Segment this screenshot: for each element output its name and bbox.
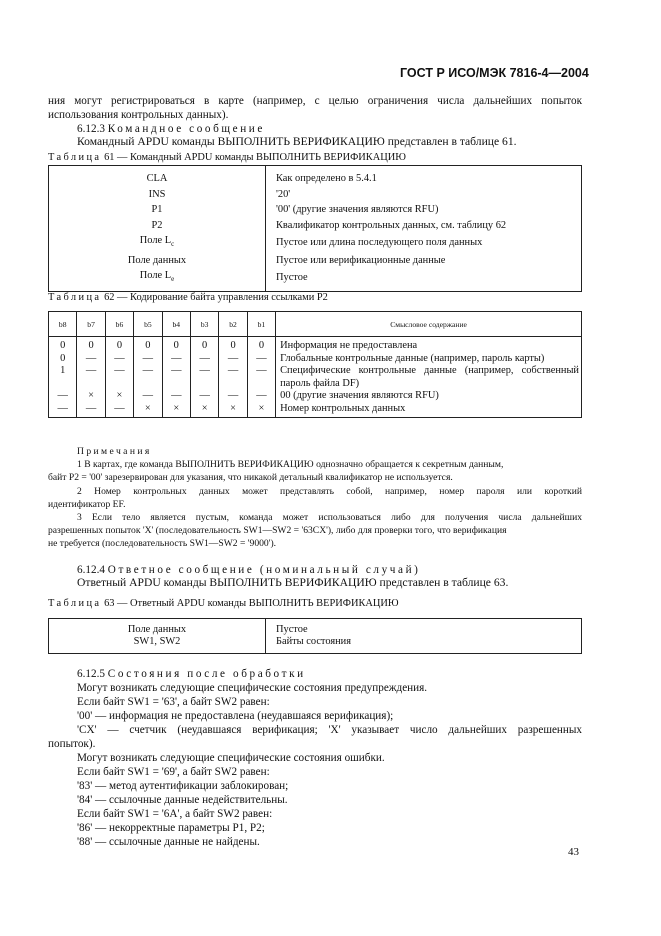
meaning-cell: Глобальные контрольные данные (например, пароль карты) — [280, 352, 545, 364]
bit-cell: 0 — [162, 337, 190, 353]
intro-line-2: использования контрольных данных). — [48, 109, 229, 121]
header-b6: b6 — [105, 312, 133, 337]
field-cell: P2 — [49, 218, 266, 234]
note-3-line-2: разрешенных попыток 'X' (последовательность SW1—SW2 = '63CX'), либо для проверки того, что верификация — [48, 525, 507, 536]
caption-label: Таблица — [48, 152, 102, 163]
bit-cell: 0 — [105, 337, 133, 353]
field-subscript: c — [171, 240, 175, 249]
bit-cell: — — [162, 353, 190, 366]
intro-line-1: ния могут регистрироваться в карте (например, с целью ограничения числа дальнейших попыток — [48, 95, 582, 107]
field-text: Поле L — [139, 270, 172, 282]
bit-cell: — — [77, 353, 105, 366]
meaning-cell: 00 (другие значения являются RFU) — [280, 390, 439, 401]
status-line: Если байт SW1 = '6A', а байт SW2 равен: — [77, 808, 273, 820]
field-cell: INS — [49, 187, 266, 203]
table-62-caption — [48, 292, 328, 303]
bit-cell: — — [219, 353, 247, 366]
table-row — [49, 187, 582, 203]
table-row — [49, 390, 582, 403]
document-header: ГОСТ Р ИСО/МЭК 7816-4—2004 — [400, 66, 589, 80]
table-row — [49, 202, 582, 218]
header-b1: b1 — [247, 312, 275, 337]
table-row — [49, 403, 582, 418]
section-6-12-4-heading — [77, 563, 420, 577]
meaning-cell: Информация не предоставлена — [280, 340, 418, 351]
status-line: '88' — ссылочные данные не найдены. — [77, 836, 260, 848]
note-3-line-3: не требуется (последовательность SW1—SW2 = '9000'). — [48, 538, 277, 549]
bit-cell: — — [219, 390, 247, 403]
section-title: Состояния после обработки — [107, 668, 306, 680]
status-line: '86' — некорректные параметры P1, P2; — [77, 822, 265, 834]
value-cell — [266, 619, 582, 654]
note-3-line-1: 3 Если тело является пустым, команда может использоваться либо для получения числа дальнейших — [77, 512, 582, 523]
section-title: Ответное сообщение (номинальный случай) — [107, 564, 421, 576]
bit-cell: — — [77, 365, 105, 390]
status-line: 'CX' — счетчик (неудавшаяся верификация; 'X' указывает число дальнейших разрешенных — [77, 724, 582, 736]
bit-cell: — — [105, 365, 133, 390]
value-cell: Пустое или верификационные данные — [276, 254, 446, 266]
bit-cell: 0 — [77, 337, 105, 353]
table-row — [49, 268, 582, 291]
bit-cell: — — [190, 390, 218, 403]
page-number: 43 — [568, 846, 579, 858]
bit-cell: × — [162, 403, 190, 418]
header-b4: b4 — [162, 312, 190, 337]
field-subscript: e — [171, 275, 175, 284]
bit-cell: × — [134, 403, 162, 418]
notes-heading: Примечания — [77, 446, 152, 457]
header-b7: b7 — [77, 312, 105, 337]
header-b8: b8 — [49, 312, 77, 337]
table-row — [49, 233, 582, 253]
field-cell — [49, 233, 266, 253]
status-line: Могут возникать следующие специфические состояния предупреждения. — [77, 682, 428, 694]
table-row — [49, 166, 582, 187]
value-empty: Пустое — [276, 624, 308, 635]
bit-cell: 0 — [190, 337, 218, 353]
bit-cell: — — [190, 365, 218, 390]
field-cell: CLA — [49, 166, 266, 187]
bit-cell: — — [105, 403, 133, 418]
caption-text: 63 — Ответный APDU команды ВЫПОЛНИТЬ ВЕРИФИКАЦИЮ — [104, 598, 399, 609]
meaning-cell: Специфические контрольные данные (например, собственный пароль файла DF) — [280, 365, 579, 389]
bit-cell: × — [77, 390, 105, 403]
section-number: 6.12.3 — [77, 123, 105, 135]
field-cell: P1 — [49, 202, 266, 218]
bit-cell: × — [219, 403, 247, 418]
note-1-line-1: 1 В картах, где команда ВЫПОЛНИТЬ ВЕРИФИКАЦИЮ однозначно обращается к секретным данным, — [77, 459, 504, 470]
table-row — [49, 365, 582, 390]
table-row — [49, 619, 582, 654]
status-line: Если байт SW1 = '63', а байт SW2 равен: — [77, 696, 270, 708]
bit-cell: 0 — [49, 353, 77, 366]
value-status-bytes: Байты состояния — [276, 635, 352, 647]
value-cell: '20' — [276, 188, 291, 200]
status-line: Могут возникать следующие специфические состояния ошибки. — [77, 752, 385, 764]
bit-cell: — — [134, 353, 162, 366]
bit-cell: — — [162, 390, 190, 403]
header-b5: b5 — [134, 312, 162, 337]
status-line: '84' — ссылочные данные недействительны. — [77, 794, 288, 806]
bit-cell: — — [49, 403, 77, 418]
section-6-12-3-text: Командный APDU команды ВЫПОЛНИТЬ ВЕРИФИКАЦИЮ представлен в таблице 61. — [77, 135, 517, 148]
bit-cell: 0 — [247, 337, 275, 353]
meaning-cell: Номер контрольных данных — [280, 402, 406, 414]
bit-cell: × — [105, 390, 133, 403]
note-2-line-2: идентификатор EF. — [48, 499, 126, 510]
section-number: 6.12.5 — [77, 668, 105, 680]
table-61-caption — [48, 152, 406, 163]
bit-cell: × — [190, 403, 218, 418]
value-cell: Пустое — [276, 272, 308, 284]
section-6-12-5-heading — [77, 667, 306, 681]
bit-cell: 1 — [49, 365, 77, 390]
status-line: Если байт SW1 = '69', а байт SW2 равен: — [77, 766, 270, 778]
bit-cell: — — [247, 390, 275, 403]
caption-label: Таблица — [48, 598, 102, 609]
value-cell: '00' (другие значения являются RFU) — [276, 204, 439, 215]
bit-cell: — — [162, 365, 190, 390]
table-row — [49, 353, 582, 366]
value-cell: Квалификатор контрольных данных, см. таблицу 62 — [276, 219, 507, 231]
caption-text: 61 — Командный APDU команды ВЫПОЛНИТЬ ВЕРИФИКАЦИЮ — [104, 152, 406, 163]
table-header-row — [49, 312, 582, 337]
note-1-line-2: байт P2 = '00' зарезервирован для указания, что никакой детальный квалификатор не используется. — [48, 472, 453, 483]
bit-cell: — — [247, 365, 275, 390]
bit-cell: — — [134, 390, 162, 403]
caption-label: Таблица — [48, 292, 102, 303]
bit-cell: — — [77, 403, 105, 418]
bit-cell: — — [247, 353, 275, 366]
table-62 — [48, 311, 582, 418]
status-line: '00' — информация не предоставлена (неудавшаяся верификация); — [77, 710, 394, 722]
status-line: '83' — метод аутентификации заблокирован; — [77, 780, 289, 792]
note-2-line-1: 2 Номер контрольных данных может представлять собой, например, номер пароля или короткий — [77, 486, 582, 497]
header-meaning: Смысловое содержание — [276, 312, 582, 337]
section-6-12-3-heading — [77, 122, 265, 136]
status-line: попыток). — [48, 738, 96, 750]
bit-cell: — — [105, 353, 133, 366]
table-61 — [48, 165, 582, 292]
field-text: Поле L — [139, 235, 172, 246]
field-cell — [49, 268, 266, 291]
section-title: Командное сообщение — [107, 123, 265, 135]
header-b2: b2 — [219, 312, 247, 337]
header-b3: b3 — [190, 312, 218, 337]
bit-cell: — — [134, 365, 162, 390]
table-row — [49, 218, 582, 234]
value-cell: Как определено в 5.4.1 — [276, 173, 377, 184]
bit-cell: 0 — [134, 337, 162, 353]
caption-text: 62 — Кодирование байта управления ссылками P2 — [104, 292, 328, 303]
bit-cell: — — [190, 353, 218, 366]
value-cell: Пустое или длина последующего поля данных — [276, 237, 483, 249]
section-number: 6.12.4 — [77, 564, 105, 576]
bit-cell: — — [49, 390, 77, 403]
field-sw: SW1, SW2 — [133, 635, 181, 647]
field-cell: Поле данных — [49, 253, 266, 269]
table-row — [49, 337, 582, 353]
section-6-12-4-text: Ответный APDU команды ВЫПОЛНИТЬ ВЕРИФИКАЦИЮ представлен в таблице 63. — [77, 576, 509, 589]
bit-cell: × — [247, 403, 275, 418]
table-63-caption — [48, 598, 399, 609]
field-data: Поле данных — [127, 624, 187, 635]
table-63 — [48, 618, 582, 654]
table-row — [49, 253, 582, 269]
bit-cell: 0 — [219, 337, 247, 353]
bit-cell: — — [219, 365, 247, 390]
bit-cell: 0 — [49, 337, 77, 353]
field-cell — [49, 619, 266, 654]
